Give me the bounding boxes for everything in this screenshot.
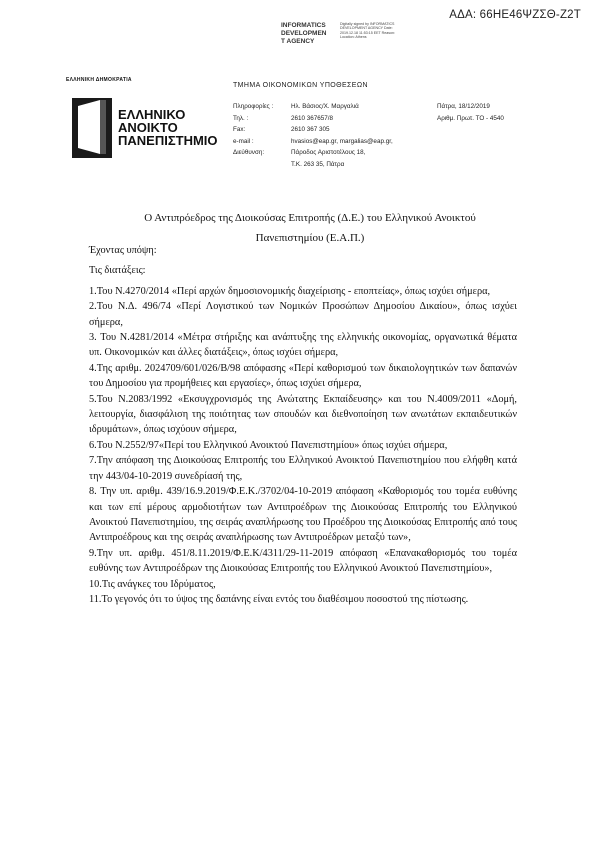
intro-line: Τις διατάξεις: bbox=[89, 265, 146, 277]
digital-signature-stamp bbox=[281, 22, 331, 46]
intro-line: Έχοντας υπόψη: bbox=[89, 245, 157, 256]
clause-item: 5.Του Ν.2083/1992 «Εκσυγχρονισμός της Ανώτατης Εκπαίδευσης» και του Ν.4009/2011 «Δομή, λειτουργία, διασφάλιση της ποιότητας των σπουδών και διεθνοποίηση των ανωτάτων εκπαιδευτικών ιδρυμάτων», όπως ισχύουν σήμερα, bbox=[89, 393, 517, 436]
university-name: ΕΛΛΗΝΙΚΟ ΑΝΟΙΚΤΟ ΠΑΝΕΠΙΣΤΗΜΙΟ bbox=[118, 107, 218, 148]
clause-item: 3. Του Ν.4281/2014 «Μέτρα στήριξης και ανάπτυξης της ελληνικής οικονομίας, οργανωτικά θέματα υπ. Οικονομικών και άλλες διατάξεις», όπως ισχύει σήμερα, bbox=[89, 332, 517, 359]
clause-item: 1.Του Ν.4270/2014 «Περί αρχών δημοσιονομικής διαχείρισης - εποπτείας», όπως ισχύει σήμερα, bbox=[89, 285, 491, 297]
stamp-line: INFORMATICS bbox=[281, 22, 326, 29]
clause-item: 7.Την απόφαση της Διοικούσας Επιτροπής του Ελληνικού Ανοικτού Πανεπιστημίου που ελήφθη κατά την 443/04-10-2019 συνεδρίασή της, bbox=[89, 455, 517, 482]
clause-item: 4.Της αριθμ. 2024709/601/026/Β/98 απόφασης «Περί καθορισμού των δικαιολογητικών των δαπανών του Δημοσίου για προμήθειες και εργασίες», όπως ισχύει σήμερα, bbox=[89, 362, 517, 390]
clause-item: 10.Τις ανάγκες του Ιδρύματος, bbox=[89, 578, 216, 590]
clause-item: 2.Του Ν.Δ. 496/74 «Περί Λογιστικού των Νομικών Προσώπων Δημοσίου Δικαίου», όπως ισχύει σήμερα, bbox=[89, 301, 517, 328]
document-body bbox=[89, 243, 517, 607]
contact-labels: Πληροφορίες : Τηλ. : Fax: e-mail : Διεύθυνση: bbox=[233, 103, 274, 156]
contact-values: Ηλ. Βάσιος/Χ. Μαργαλιά 2610 367657/8 2610 367 305 hvasios@eap.gr, margalias@eap.gr, Πάροδος Αριστοτέλους 18, Τ.Κ. 263 35, Πάτρα bbox=[291, 103, 393, 168]
clause-item: 9.Την υπ. αριθμ. 451/8.11.2019/Φ.Ε.Κ/4311/29-11-2019 απόφαση «Επανακαθορισμός του τομέα ευθύνης των Αντιπροέδρων της Διοικούσας Επιτροπής του Ελληνικού Ανοικτού Πανεπιστημίου», bbox=[89, 547, 517, 575]
protocol-number: Αριθμ. Πρωτ. ΤΟ - 4540 bbox=[437, 114, 504, 122]
signature-details: Digitally signed by INFORMATICS DEVELOPMENT AGENCY Date: 2019.12.18 11:53:15 EET Reason: Location: Athens bbox=[340, 22, 396, 39]
clause-item: 11.Το γεγονός ότι το ύψος της δαπάνης είναι εντός του διαθέσιμου ποσοστού της πίστωσης. bbox=[89, 593, 469, 605]
document-title: Ο Αντιπρόεδρος της Διοικούσας Επιτροπής (Δ.Ε.) του Ελληνικού Ανοικτού Πανεπιστημίου (Ε.Α.Π.) bbox=[144, 212, 476, 244]
stamp-line: DEVELOPMEN bbox=[281, 30, 327, 37]
date-block bbox=[437, 101, 504, 124]
clause-item: 6.Του Ν.2552/97«Περί του Ελληνικού Ανοικτού Πανεπιστημίου» όπως ισχύει σήμερα, bbox=[89, 439, 448, 451]
ada-code: ΑΔΑ: 66ΗΕ46ΨΖΣΘ-Ζ2Τ bbox=[449, 9, 581, 21]
clause-item: 8. Την υπ. αριθμ. 439/16.9.2019/Φ.Ε.Κ./3702/04-10-2019 απόφαση «Καθορισμός του τομέα ευθύνης και των επί μέρους αρμοδιοτήτων των Αντιπροέδρων της Διοικούσας Επιτροπής του Ελληνικού Ανοικτού Πανεπιστημίου, της σειράς αναπλήρωσης του Προέδρου της Διοικούσας Επιτροπής από τους Αντιπροέδρους και της σειράς αναπλήρωσης των Αντιπροέδρων μεταξύ των», bbox=[89, 486, 517, 544]
stamp-line: T AGENCY bbox=[281, 38, 315, 45]
hellenic-republic-label: ΕΛΛΗΝΙΚΗ ΔΗΜΟΚΡΑΤΙΑ bbox=[66, 77, 132, 83]
department-title: ΤΜΗΜΑ ΟΙΚΟΝΟΜΙΚΩΝ ΥΠΟΘΕΣΕΩΝ bbox=[233, 82, 368, 89]
document-date: Πάτρα, 18/12/2019 bbox=[437, 103, 490, 110]
